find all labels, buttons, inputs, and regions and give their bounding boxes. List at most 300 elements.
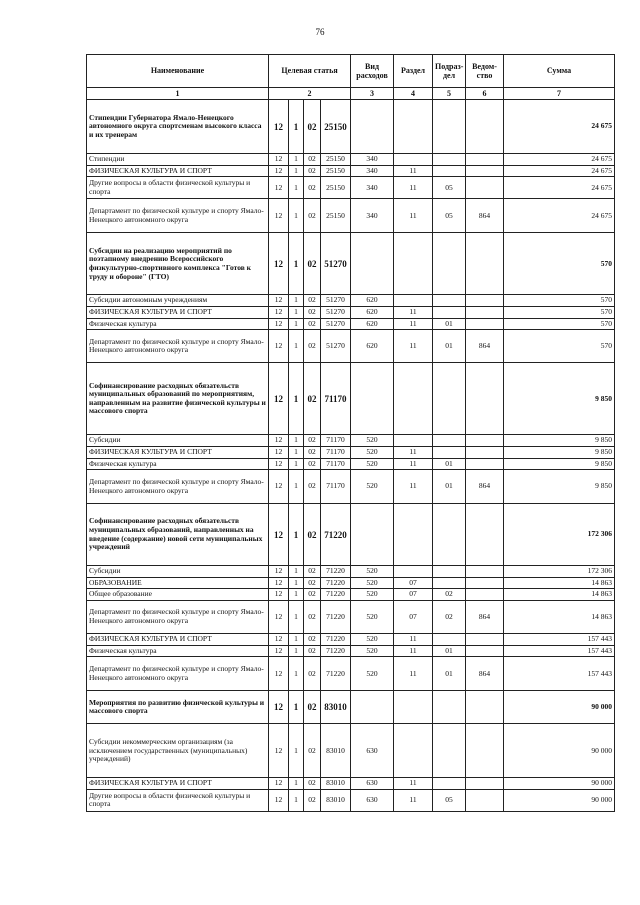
cell-vedomstvo [466, 307, 504, 319]
cell-razdel [394, 691, 433, 724]
header-razdel: Раздел [394, 55, 433, 88]
cell-razdel [394, 435, 433, 447]
cell-razdel: 11 [394, 165, 433, 177]
cell-vedomstvo [466, 165, 504, 177]
cell-sum: 24 675 [504, 100, 615, 154]
cell-vedomstvo [466, 691, 504, 724]
cell-razdel: 07 [394, 601, 433, 634]
table-row [87, 566, 615, 578]
cell-direction: 71220 [321, 504, 351, 566]
cell-name: Физическая культура [87, 645, 269, 657]
cell-subprogram: 1 [289, 199, 304, 233]
cell-podrazdel [433, 435, 466, 447]
cell-podrazdel: 05 [433, 177, 466, 199]
cell-direction: 25150 [321, 199, 351, 233]
cell-program: 12 [269, 504, 289, 566]
cell-event: 02 [304, 363, 321, 435]
cell-vid: 520 [351, 589, 394, 601]
cell-program: 12 [269, 724, 289, 778]
cell-vid: 520 [351, 566, 394, 578]
cell-vedomstvo [466, 589, 504, 601]
cell-event: 02 [304, 435, 321, 447]
cell-subprogram: 1 [289, 504, 304, 566]
cell-razdel: 11 [394, 330, 433, 363]
cell-razdel: 07 [394, 577, 433, 589]
cell-podrazdel [433, 165, 466, 177]
cell-direction: 71170 [321, 446, 351, 458]
cell-direction: 51270 [321, 295, 351, 307]
cell-program: 12 [269, 470, 289, 504]
cell-direction: 71220 [321, 589, 351, 601]
cell-vid: 340 [351, 165, 394, 177]
cell-vid [351, 233, 394, 295]
cell-event: 02 [304, 601, 321, 634]
cell-razdel [394, 566, 433, 578]
col-number: 5 [433, 88, 466, 100]
cell-vid [351, 100, 394, 154]
table-row [87, 177, 615, 199]
cell-name: Софинансирование расходных обязательств муниципальных образований, направленных на введение (содержание) новой сети муниципальных учреждений [87, 504, 269, 566]
cell-vedomstvo [466, 458, 504, 470]
cell-program: 12 [269, 589, 289, 601]
cell-vid: 520 [351, 645, 394, 657]
cell-name: Стипендии Губернатора Ямало-Ненецкого автономного округа спортсменам высокого класса и их тренерам [87, 100, 269, 154]
cell-subprogram: 1 [289, 634, 304, 646]
cell-vedomstvo: 864 [466, 601, 504, 634]
cell-direction: 51270 [321, 233, 351, 295]
cell-podrazdel [433, 504, 466, 566]
table-row [87, 470, 615, 504]
cell-name: Общее образование [87, 589, 269, 601]
cell-podrazdel [433, 446, 466, 458]
col-number: 7 [504, 88, 615, 100]
cell-name: Стипендии [87, 154, 269, 166]
cell-direction: 51270 [321, 330, 351, 363]
table-row [87, 330, 615, 363]
cell-subprogram: 1 [289, 318, 304, 330]
table-row [87, 435, 615, 447]
cell-subprogram: 1 [289, 363, 304, 435]
cell-sum: 9 850 [504, 458, 615, 470]
cell-subprogram: 1 [289, 458, 304, 470]
cell-program: 12 [269, 691, 289, 724]
cell-name: Субсидии автономным учреждениям [87, 295, 269, 307]
cell-subprogram: 1 [289, 601, 304, 634]
cell-program: 12 [269, 601, 289, 634]
cell-program: 12 [269, 778, 289, 790]
cell-name: Субсидии [87, 435, 269, 447]
cell-vid: 620 [351, 307, 394, 319]
cell-event: 02 [304, 100, 321, 154]
cell-name: ОБРАЗОВАНИЕ [87, 577, 269, 589]
cell-vedomstvo [466, 233, 504, 295]
cell-sum: 157 443 [504, 634, 615, 646]
header-summa: Сумма [504, 55, 615, 88]
cell-vedomstvo [466, 100, 504, 154]
cell-podrazdel: 01 [433, 657, 466, 691]
page-number: 76 [315, 27, 325, 37]
cell-sum: 24 675 [504, 165, 615, 177]
cell-event: 02 [304, 778, 321, 790]
cell-podrazdel [433, 363, 466, 435]
cell-subprogram: 1 [289, 100, 304, 154]
cell-razdel: 11 [394, 318, 433, 330]
cell-vid [351, 504, 394, 566]
cell-name: ФИЗИЧЕСКАЯ КУЛЬТУРА И СПОРТ [87, 165, 269, 177]
cell-direction: 71170 [321, 458, 351, 470]
cell-vedomstvo [466, 577, 504, 589]
table-row [87, 589, 615, 601]
cell-razdel [394, 363, 433, 435]
cell-name: Департамент по физической культуре и спорту Ямало-Ненецкого автономного округа [87, 657, 269, 691]
cell-subprogram: 1 [289, 446, 304, 458]
cell-sum: 24 675 [504, 199, 615, 233]
cell-vid: 520 [351, 470, 394, 504]
col-number: 1 [87, 88, 269, 100]
cell-event: 02 [304, 295, 321, 307]
cell-direction: 71170 [321, 363, 351, 435]
cell-subprogram: 1 [289, 177, 304, 199]
cell-event: 02 [304, 566, 321, 578]
cell-sum: 9 850 [504, 435, 615, 447]
table-body [87, 100, 615, 812]
cell-razdel: 07 [394, 589, 433, 601]
table-row [87, 199, 615, 233]
cell-vid: 520 [351, 458, 394, 470]
cell-vedomstvo [466, 634, 504, 646]
cell-vedomstvo [466, 435, 504, 447]
cell-podrazdel: 01 [433, 470, 466, 504]
cell-name: Департамент по физической культуре и спорту Ямало-Ненецкого автономного округа [87, 470, 269, 504]
col-number: 6 [466, 88, 504, 100]
cell-program: 12 [269, 645, 289, 657]
cell-podrazdel: 01 [433, 645, 466, 657]
table-row [87, 634, 615, 646]
cell-subprogram: 1 [289, 470, 304, 504]
cell-direction: 83010 [321, 691, 351, 724]
cell-direction: 83010 [321, 778, 351, 790]
cell-sum: 570 [504, 318, 615, 330]
table-row [87, 458, 615, 470]
cell-razdel [394, 154, 433, 166]
cell-program: 12 [269, 657, 289, 691]
cell-razdel [394, 295, 433, 307]
cell-event: 02 [304, 307, 321, 319]
cell-razdel [394, 100, 433, 154]
cell-program: 12 [269, 363, 289, 435]
cell-direction: 71220 [321, 566, 351, 578]
cell-event: 02 [304, 199, 321, 233]
table-row [87, 363, 615, 435]
cell-vedomstvo [466, 778, 504, 790]
cell-podrazdel [433, 566, 466, 578]
cell-vedomstvo [466, 789, 504, 811]
cell-vid: 340 [351, 199, 394, 233]
cell-vedomstvo [466, 724, 504, 778]
cell-podrazdel [433, 233, 466, 295]
table-row [87, 657, 615, 691]
cell-vid: 520 [351, 601, 394, 634]
cell-name: Субсидии на реализацию мероприятий по поэтапному внедрению Всероссийского физкультурно-спортивного комплекса "Готов к труду и обороне" (ГТО) [87, 233, 269, 295]
cell-vid: 520 [351, 634, 394, 646]
cell-name: ФИЗИЧЕСКАЯ КУЛЬТУРА И СПОРТ [87, 446, 269, 458]
cell-vedomstvo: 864 [466, 199, 504, 233]
cell-razdel: 11 [394, 789, 433, 811]
cell-event: 02 [304, 318, 321, 330]
table-row [87, 789, 615, 811]
table-row [87, 154, 615, 166]
cell-sum: 570 [504, 330, 615, 363]
table-row [87, 307, 615, 319]
cell-vedomstvo [466, 645, 504, 657]
cell-subprogram: 1 [289, 233, 304, 295]
cell-podrazdel [433, 691, 466, 724]
cell-name: Мероприятия по развитию физической культуры и массового спорта [87, 691, 269, 724]
cell-event: 02 [304, 691, 321, 724]
cell-sum: 9 850 [504, 363, 615, 435]
cell-program: 12 [269, 566, 289, 578]
cell-subprogram: 1 [289, 577, 304, 589]
table-row [87, 100, 615, 154]
cell-vedomstvo [466, 318, 504, 330]
cell-podrazdel: 01 [433, 458, 466, 470]
cell-direction: 25150 [321, 177, 351, 199]
table-row [87, 233, 615, 295]
cell-vedomstvo [466, 295, 504, 307]
cell-name: ФИЗИЧЕСКАЯ КУЛЬТУРА И СПОРТ [87, 307, 269, 319]
cell-subprogram: 1 [289, 566, 304, 578]
cell-program: 12 [269, 435, 289, 447]
cell-sum: 570 [504, 307, 615, 319]
cell-program: 12 [269, 634, 289, 646]
table-row [87, 601, 615, 634]
cell-name: Департамент по физической культуре и спорту Ямало-Ненецкого автономного округа [87, 601, 269, 634]
cell-subprogram: 1 [289, 165, 304, 177]
cell-vid: 340 [351, 177, 394, 199]
cell-sum: 90 000 [504, 691, 615, 724]
cell-direction: 25150 [321, 165, 351, 177]
cell-direction: 71170 [321, 470, 351, 504]
cell-sum: 157 443 [504, 657, 615, 691]
cell-event: 02 [304, 165, 321, 177]
cell-podrazdel: 01 [433, 330, 466, 363]
cell-razdel [394, 724, 433, 778]
cell-sum: 157 443 [504, 645, 615, 657]
col-number: 4 [394, 88, 433, 100]
cell-program: 12 [269, 177, 289, 199]
cell-sum: 24 675 [504, 154, 615, 166]
cell-razdel [394, 233, 433, 295]
cell-razdel: 11 [394, 778, 433, 790]
cell-program: 12 [269, 577, 289, 589]
cell-subprogram: 1 [289, 435, 304, 447]
cell-event: 02 [304, 154, 321, 166]
cell-subprogram: 1 [289, 645, 304, 657]
cell-vid: 340 [351, 154, 394, 166]
cell-name: Софинансирование расходных обязательств муниципальных образований по мероприятиям, направленным на развитие физической культуры и массового спорта [87, 363, 269, 435]
cell-razdel: 11 [394, 177, 433, 199]
cell-program: 12 [269, 318, 289, 330]
header-vedomstvo: Ведом-ство [466, 55, 504, 88]
budget-table [86, 54, 615, 812]
table-row [87, 318, 615, 330]
cell-podrazdel [433, 295, 466, 307]
cell-razdel [394, 504, 433, 566]
cell-sum: 14 863 [504, 601, 615, 634]
cell-podrazdel [433, 778, 466, 790]
cell-vid: 520 [351, 446, 394, 458]
cell-program: 12 [269, 154, 289, 166]
cell-vid: 620 [351, 295, 394, 307]
header-vid: Вид расходов [351, 55, 394, 88]
cell-podrazdel [433, 100, 466, 154]
cell-sum: 14 863 [504, 577, 615, 589]
cell-razdel: 11 [394, 657, 433, 691]
header-target: Целевая статья [269, 55, 351, 88]
table-header [87, 55, 615, 100]
cell-name: Департамент по физической культуре и спорту Ямало-Ненецкого автономного округа [87, 330, 269, 363]
cell-name: Департамент по физической культуре и спорту Ямало-Ненецкого автономного округа [87, 199, 269, 233]
cell-subprogram: 1 [289, 307, 304, 319]
table-row [87, 778, 615, 790]
cell-sum: 9 850 [504, 470, 615, 504]
cell-sum: 570 [504, 233, 615, 295]
cell-program: 12 [269, 295, 289, 307]
cell-direction: 25150 [321, 154, 351, 166]
cell-direction: 71220 [321, 577, 351, 589]
cell-direction: 83010 [321, 724, 351, 778]
cell-vid: 520 [351, 577, 394, 589]
cell-name: Другие вопросы в области физической культуры и спорта [87, 789, 269, 811]
cell-podrazdel [433, 724, 466, 778]
cell-subprogram: 1 [289, 154, 304, 166]
cell-sum: 24 675 [504, 177, 615, 199]
cell-vid: 520 [351, 657, 394, 691]
cell-direction: 71220 [321, 657, 351, 691]
col-number: 3 [351, 88, 394, 100]
cell-vid [351, 691, 394, 724]
cell-razdel: 11 [394, 199, 433, 233]
cell-vedomstvo [466, 446, 504, 458]
cell-sum: 90 000 [504, 789, 615, 811]
cell-direction: 71220 [321, 645, 351, 657]
cell-subprogram: 1 [289, 295, 304, 307]
cell-vid: 620 [351, 330, 394, 363]
cell-event: 02 [304, 577, 321, 589]
cell-event: 02 [304, 458, 321, 470]
cell-vid: 630 [351, 789, 394, 811]
cell-sum: 14 863 [504, 589, 615, 601]
cell-sum: 172 306 [504, 566, 615, 578]
cell-podrazdel: 05 [433, 199, 466, 233]
cell-vedomstvo [466, 363, 504, 435]
cell-program: 12 [269, 330, 289, 363]
cell-vid: 620 [351, 318, 394, 330]
cell-podrazdel [433, 577, 466, 589]
table-row [87, 446, 615, 458]
cell-vedomstvo [466, 177, 504, 199]
table-row [87, 504, 615, 566]
cell-direction: 71220 [321, 634, 351, 646]
cell-subprogram: 1 [289, 330, 304, 363]
table-row [87, 165, 615, 177]
table-row [87, 295, 615, 307]
cell-razdel: 11 [394, 470, 433, 504]
cell-event: 02 [304, 470, 321, 504]
cell-program: 12 [269, 307, 289, 319]
cell-razdel: 11 [394, 458, 433, 470]
cell-vedomstvo: 864 [466, 330, 504, 363]
cell-vid: 630 [351, 724, 394, 778]
cell-sum: 90 000 [504, 778, 615, 790]
cell-name: Физическая культура [87, 318, 269, 330]
cell-vedomstvo [466, 566, 504, 578]
cell-vedomstvo: 864 [466, 470, 504, 504]
cell-vedomstvo [466, 154, 504, 166]
cell-vid: 520 [351, 435, 394, 447]
cell-event: 02 [304, 330, 321, 363]
cell-sum: 570 [504, 295, 615, 307]
table-row [87, 691, 615, 724]
cell-program: 12 [269, 458, 289, 470]
cell-name: Другие вопросы в области физической культуры и спорта [87, 177, 269, 199]
cell-razdel: 11 [394, 634, 433, 646]
cell-subprogram: 1 [289, 589, 304, 601]
header-podrazdel: Подраз-дел [433, 55, 466, 88]
cell-event: 02 [304, 589, 321, 601]
cell-program: 12 [269, 233, 289, 295]
cell-event: 02 [304, 177, 321, 199]
cell-podrazdel: 02 [433, 589, 466, 601]
cell-subprogram: 1 [289, 657, 304, 691]
cell-vid: 630 [351, 778, 394, 790]
cell-event: 02 [304, 634, 321, 646]
header-name: Наименование [87, 55, 269, 88]
cell-event: 02 [304, 789, 321, 811]
cell-program: 12 [269, 789, 289, 811]
cell-subprogram: 1 [289, 778, 304, 790]
cell-name: Субсидии [87, 566, 269, 578]
cell-podrazdel [433, 154, 466, 166]
cell-podrazdel: 01 [433, 318, 466, 330]
cell-podrazdel: 02 [433, 601, 466, 634]
cell-direction: 71220 [321, 601, 351, 634]
cell-razdel: 11 [394, 446, 433, 458]
cell-name: Субсидии некоммерческим организациям (за исключением государственных (муниципальных) учреждений) [87, 724, 269, 778]
cell-event: 02 [304, 233, 321, 295]
cell-name: Физическая культура [87, 458, 269, 470]
cell-subprogram: 1 [289, 724, 304, 778]
cell-direction: 51270 [321, 307, 351, 319]
cell-sum: 90 000 [504, 724, 615, 778]
cell-event: 02 [304, 645, 321, 657]
cell-event: 02 [304, 724, 321, 778]
cell-direction: 71170 [321, 435, 351, 447]
cell-podrazdel [433, 307, 466, 319]
cell-program: 12 [269, 199, 289, 233]
cell-direction: 51270 [321, 318, 351, 330]
cell-sum: 9 850 [504, 446, 615, 458]
cell-program: 12 [269, 446, 289, 458]
table-row [87, 645, 615, 657]
cell-name: ФИЗИЧЕСКАЯ КУЛЬТУРА И СПОРТ [87, 634, 269, 646]
cell-subprogram: 1 [289, 789, 304, 811]
table-row [87, 577, 615, 589]
cell-program: 12 [269, 165, 289, 177]
cell-program: 12 [269, 100, 289, 154]
cell-podrazdel [433, 634, 466, 646]
cell-razdel: 11 [394, 645, 433, 657]
